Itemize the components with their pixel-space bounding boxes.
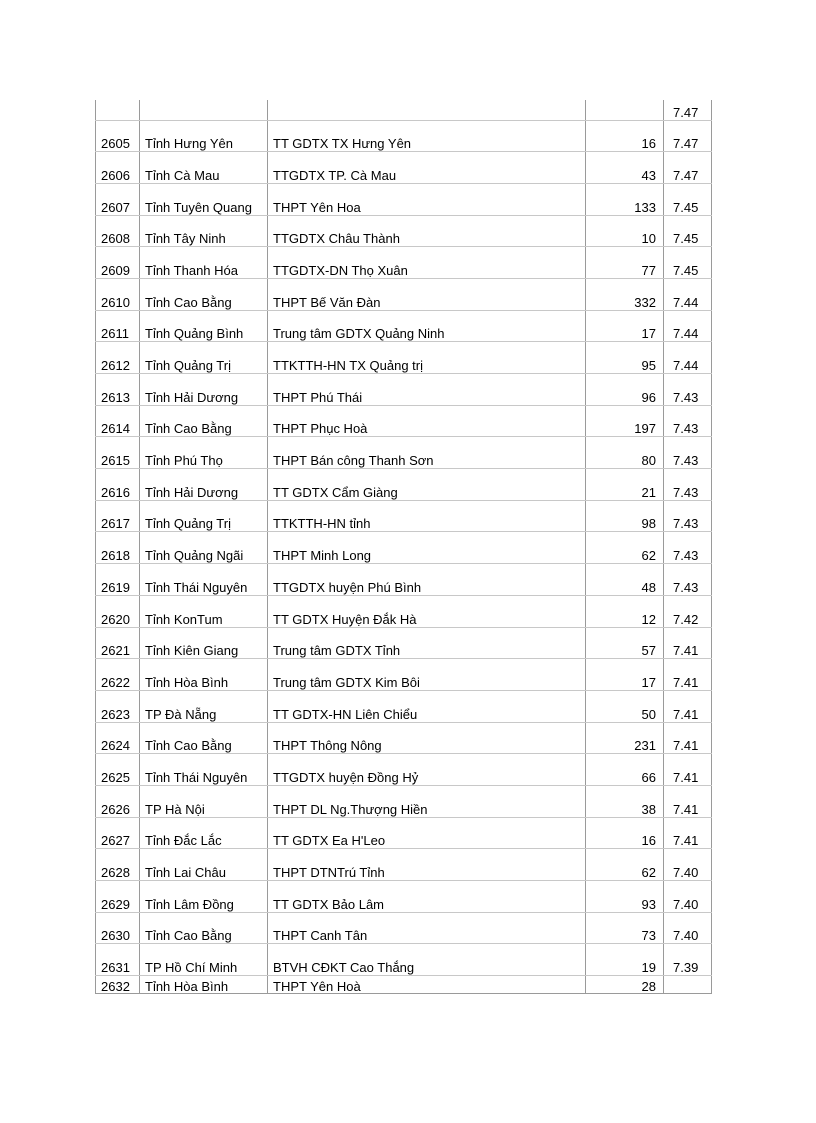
cell-id: 2617 xyxy=(96,500,140,532)
cell-province: Tỉnh Thái Nguyên xyxy=(140,754,268,786)
cell-province: Tỉnh Hòa Bình xyxy=(140,976,268,994)
cell-score: 7.43 xyxy=(664,405,712,437)
cell-id: 2623 xyxy=(96,690,140,722)
cell-id: 2628 xyxy=(96,849,140,881)
cell-score: 7.41 xyxy=(664,659,712,691)
cell-province: Tỉnh Quảng Trị xyxy=(140,342,268,374)
cell-id xyxy=(96,100,140,120)
cell-id: 2627 xyxy=(96,817,140,849)
cell-id: 2624 xyxy=(96,722,140,754)
table-row xyxy=(96,215,712,247)
table-row xyxy=(96,754,712,786)
cell-count: 48 xyxy=(586,564,664,596)
table-row xyxy=(96,152,712,184)
table-row xyxy=(96,278,712,310)
table-row xyxy=(96,374,712,406)
cell-province: TP Hà Nội xyxy=(140,785,268,817)
table-row xyxy=(96,722,712,754)
cell-school: THPT Bế Văn Đàn xyxy=(268,278,586,310)
cell-id: 2607 xyxy=(96,183,140,215)
cell-school: BTVH CĐKT Cao Thắng xyxy=(268,944,586,976)
cell-school: THPT Bán công Thanh Sơn xyxy=(268,437,586,469)
cell-province: Tỉnh Cao Bằng xyxy=(140,912,268,944)
cell-province: Tỉnh Thái Nguyên xyxy=(140,564,268,596)
cell-score: 7.43 xyxy=(664,564,712,596)
cell-province: Tỉnh Quảng Ngãi xyxy=(140,532,268,564)
table-row xyxy=(96,183,712,215)
cell-id: 2615 xyxy=(96,437,140,469)
cell-score: 7.44 xyxy=(664,342,712,374)
table-row xyxy=(96,849,712,881)
table-row xyxy=(96,500,712,532)
cell-school: THPT Minh Long xyxy=(268,532,586,564)
cell-count: 231 xyxy=(586,722,664,754)
cell-count: 197 xyxy=(586,405,664,437)
cell-school: THPT DTNTrú Tỉnh xyxy=(268,849,586,881)
cell-score: 7.43 xyxy=(664,374,712,406)
table-row xyxy=(96,469,712,501)
cell-id: 2606 xyxy=(96,152,140,184)
cell-province: Tỉnh Hưng Yên xyxy=(140,120,268,152)
cell-score: 7.40 xyxy=(664,912,712,944)
cell-count: 332 xyxy=(586,278,664,310)
cell-school: TT GDTX TX Hưng Yên xyxy=(268,120,586,152)
table-row xyxy=(96,437,712,469)
cell-id: 2630 xyxy=(96,912,140,944)
cell-province: Tỉnh Tuyên Quang xyxy=(140,183,268,215)
cell-score: 7.41 xyxy=(664,722,712,754)
cell-count: 50 xyxy=(586,690,664,722)
cell-count: 96 xyxy=(586,374,664,406)
cell-count: 16 xyxy=(586,817,664,849)
cell-school: THPT Yên Hoà xyxy=(268,976,586,994)
cell-school: THPT Phú Thái xyxy=(268,374,586,406)
cell-id: 2632 xyxy=(96,976,140,994)
cell-province: Tỉnh Quảng Bình xyxy=(140,310,268,342)
cell-province: Tỉnh Cà Mau xyxy=(140,152,268,184)
cell-score: 7.41 xyxy=(664,754,712,786)
cell-id: 2631 xyxy=(96,944,140,976)
table-row xyxy=(96,817,712,849)
cell-province: Tỉnh Cao Bằng xyxy=(140,278,268,310)
table-row xyxy=(96,100,712,120)
cell-count: 19 xyxy=(586,944,664,976)
cell-school: TTKTTH-HN TX Quảng trị xyxy=(268,342,586,374)
results-table xyxy=(95,100,712,994)
cell-score: 7.41 xyxy=(664,690,712,722)
cell-score: 7.40 xyxy=(664,849,712,881)
cell-province: TP Hồ Chí Minh xyxy=(140,944,268,976)
table-body xyxy=(96,100,712,994)
cell-count: 21 xyxy=(586,469,664,501)
cell-province: Tỉnh Thanh Hóa xyxy=(140,247,268,279)
cell-school: TT GDTX Huyện Đắk Hà xyxy=(268,595,586,627)
table-row xyxy=(96,405,712,437)
cell-school: TTGDTX huyện Phú Bình xyxy=(268,564,586,596)
cell-id: 2610 xyxy=(96,278,140,310)
cell-school: TTGDTX Châu Thành xyxy=(268,215,586,247)
cell-score: 7.45 xyxy=(664,247,712,279)
cell-province: Tỉnh Hòa Bình xyxy=(140,659,268,691)
cell-province: Tỉnh Lai Châu xyxy=(140,849,268,881)
cell-school: Trung tâm GDTX Quảng Ninh xyxy=(268,310,586,342)
table-row xyxy=(96,659,712,691)
cell-school: TTKTTH-HN tỉnh xyxy=(268,500,586,532)
cell-province: Tỉnh Tây Ninh xyxy=(140,215,268,247)
cell-school: THPT Canh Tân xyxy=(268,912,586,944)
cell-score: 7.41 xyxy=(664,627,712,659)
cell-school: THPT Yên Hoa xyxy=(268,183,586,215)
cell-id: 2625 xyxy=(96,754,140,786)
cell-id: 2612 xyxy=(96,342,140,374)
cell-count: 28 xyxy=(586,976,664,994)
cell-school: THPT Phục Hoà xyxy=(268,405,586,437)
cell-id: 2614 xyxy=(96,405,140,437)
cell-count: 62 xyxy=(586,849,664,881)
cell-count: 66 xyxy=(586,754,664,786)
cell-count: 133 xyxy=(586,183,664,215)
cell-province: Tỉnh Phú Thọ xyxy=(140,437,268,469)
cell-school: THPT Thông Nông xyxy=(268,722,586,754)
cell-count: 77 xyxy=(586,247,664,279)
cell-id: 2616 xyxy=(96,469,140,501)
cell-count: 38 xyxy=(586,785,664,817)
table-row xyxy=(96,785,712,817)
table-row xyxy=(96,690,712,722)
table-row xyxy=(96,595,712,627)
cell-id: 2622 xyxy=(96,659,140,691)
cell-id: 2613 xyxy=(96,374,140,406)
cell-count: 10 xyxy=(586,215,664,247)
cell-id: 2620 xyxy=(96,595,140,627)
cell-school: Trung tâm GDTX Tỉnh xyxy=(268,627,586,659)
cell-province: Tỉnh KonTum xyxy=(140,595,268,627)
cell-count: 93 xyxy=(586,881,664,913)
cell-id: 2619 xyxy=(96,564,140,596)
cell-province: Tỉnh Quảng Trị xyxy=(140,500,268,532)
cell-score: 7.43 xyxy=(664,532,712,564)
cell-score: 7.43 xyxy=(664,500,712,532)
table-row xyxy=(96,912,712,944)
cell-score: 7.43 xyxy=(664,469,712,501)
cell-count: 57 xyxy=(586,627,664,659)
cell-score: 7.47 xyxy=(664,100,712,120)
table-row xyxy=(96,881,712,913)
cell-school: THPT DL Ng.Thượng Hiền xyxy=(268,785,586,817)
cell-score: 7.45 xyxy=(664,215,712,247)
cell-count: 16 xyxy=(586,120,664,152)
cell-count: 80 xyxy=(586,437,664,469)
cell-id: 2609 xyxy=(96,247,140,279)
cell-score: 7.41 xyxy=(664,817,712,849)
cell-count: 12 xyxy=(586,595,664,627)
cell-school: TT GDTX Cẩm Giàng xyxy=(268,469,586,501)
cell-count: 17 xyxy=(586,310,664,342)
cell-province: TP Đà Nẵng xyxy=(140,690,268,722)
cell-province xyxy=(140,100,268,120)
table-row xyxy=(96,247,712,279)
cell-score: 7.40 xyxy=(664,881,712,913)
table-row xyxy=(96,532,712,564)
cell-score: 7.43 xyxy=(664,437,712,469)
cell-province: Tỉnh Đắc Lắc xyxy=(140,817,268,849)
cell-school: TTGDTX TP. Cà Mau xyxy=(268,152,586,184)
table-row xyxy=(96,342,712,374)
cell-id: 2608 xyxy=(96,215,140,247)
cell-school: TT GDTX Bảo Lâm xyxy=(268,881,586,913)
cell-score: 7.41 xyxy=(664,785,712,817)
cell-count: 17 xyxy=(586,659,664,691)
table-row xyxy=(96,627,712,659)
cell-score: 7.44 xyxy=(664,310,712,342)
cell-province: Tỉnh Hải Dương xyxy=(140,374,268,406)
cell-id: 2618 xyxy=(96,532,140,564)
table-row xyxy=(96,944,712,976)
cell-province: Tỉnh Cao Bằng xyxy=(140,722,268,754)
cell-count: 43 xyxy=(586,152,664,184)
cell-id: 2629 xyxy=(96,881,140,913)
cell-province: Tỉnh Lâm Đồng xyxy=(140,881,268,913)
cell-school: Trung tâm GDTX Kim Bôi xyxy=(268,659,586,691)
table-row xyxy=(96,120,712,152)
table-row xyxy=(96,310,712,342)
cell-id: 2611 xyxy=(96,310,140,342)
cell-school: TTGDTX huyện Đồng Hỷ xyxy=(268,754,586,786)
spreadsheet-table xyxy=(95,100,711,994)
cell-score xyxy=(664,976,712,994)
cell-score: 7.47 xyxy=(664,152,712,184)
cell-count: 95 xyxy=(586,342,664,374)
cell-school: TT GDTX Ea H'Leo xyxy=(268,817,586,849)
cell-score: 7.45 xyxy=(664,183,712,215)
cell-count xyxy=(586,100,664,120)
cell-province: Tỉnh Hải Dương xyxy=(140,469,268,501)
cell-province: Tỉnh Cao Bằng xyxy=(140,405,268,437)
table-row xyxy=(96,564,712,596)
cell-school xyxy=(268,100,586,120)
cell-score: 7.47 xyxy=(664,120,712,152)
cell-province: Tỉnh Kiên Giang xyxy=(140,627,268,659)
cell-school: TTGDTX-DN Thọ Xuân xyxy=(268,247,586,279)
cell-id: 2626 xyxy=(96,785,140,817)
cell-score: 7.44 xyxy=(664,278,712,310)
cell-score: 7.42 xyxy=(664,595,712,627)
cell-id: 2621 xyxy=(96,627,140,659)
cell-school: TT GDTX-HN Liên Chiểu xyxy=(268,690,586,722)
cell-count: 98 xyxy=(586,500,664,532)
cell-score: 7.39 xyxy=(664,944,712,976)
cell-count: 73 xyxy=(586,912,664,944)
table-row xyxy=(96,976,712,994)
cell-count: 62 xyxy=(586,532,664,564)
cell-id: 2605 xyxy=(96,120,140,152)
